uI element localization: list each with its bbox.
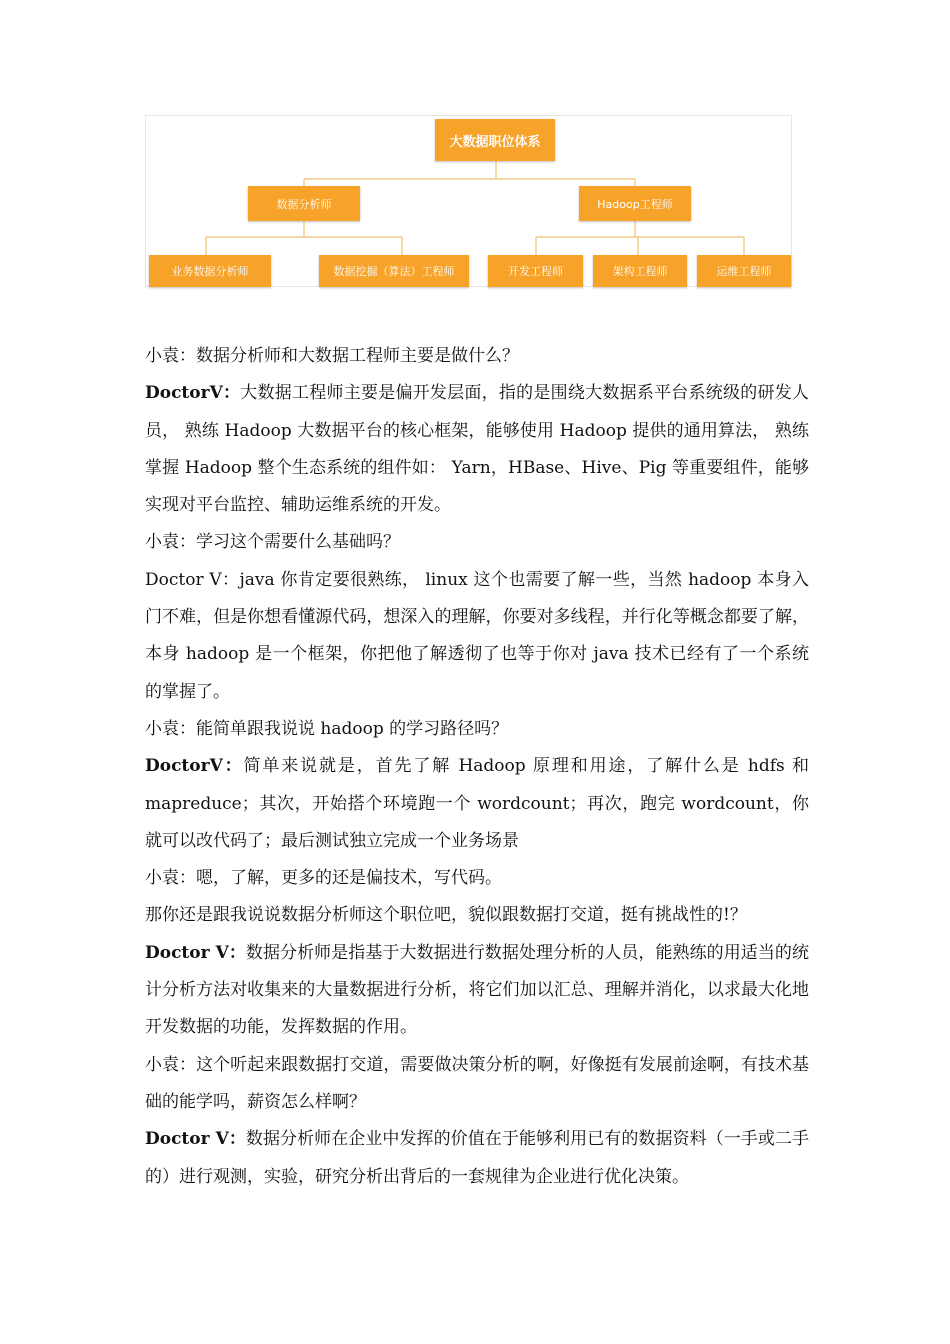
- dialog-text: 数据分析师和大数据工程师主要是做什么？: [196, 346, 519, 366]
- dialog-line: [145, 748, 809, 860]
- dialog-body: [145, 338, 809, 1196]
- dialog-text: 简单来说就是，首先了解 Hadoop 原理和用途，了解什么是 hdfs 和 mapreduce；其次，开始搭个环境跑一个 wordcount；再次，跑完 wordcount，你就可以改代码了；最后测试独立完成一个业务场景: [145, 756, 809, 851]
- speaker-label: Doctor V：: [145, 1129, 246, 1150]
- speaker-label: Doctor V：: [145, 569, 240, 590]
- dialog-text: 能简单跟我说说 hadoop 的学习路径吗？: [196, 718, 509, 739]
- dialog-text: 数据分析师是指基于大数据进行数据处理分析的人员，能熟练的用适当的统计分析方法对收集来的大量数据进行分析，将它们加以汇总、理解并消化，以求最大化地开发数据的功能，发挥数据的作用。: [145, 942, 809, 1038]
- job-hierarchy-chart: [145, 115, 792, 287]
- chart-node-ops-engineer: 运维工程师: [697, 255, 791, 287]
- dialog-text: 学习这个需要什么基础吗？: [196, 532, 400, 553]
- speaker-label: 小袁：: [145, 1054, 197, 1075]
- dialog-line: [145, 897, 809, 934]
- speaker-label: DoctorV：: [145, 756, 244, 777]
- dialog-line: [145, 1121, 809, 1196]
- dialog-line: [145, 562, 809, 711]
- speaker-label: Doctor V：: [145, 942, 246, 963]
- speaker-label: 小袁：: [145, 718, 196, 739]
- dialog-line: [145, 935, 809, 1047]
- chart-node-data-mining-engineer: 数据挖掘（算法）工程师: [319, 255, 469, 287]
- dialog-text: 大数据工程师主要是偏开发层面，指的是围绕大数据系平台系统级的研发人员， 熟练 Hadoop 大数据平台的核心框架，能够使用 Hadoop 提供的通用算法， 熟练掌握 Hadoop 整个生态系统的组件如： Yarn，HBase、Hive、Pig 等重要组件，能够实现对平台监控、辅助运维系统的开发。: [145, 383, 809, 516]
- dialog-line: [145, 338, 809, 375]
- chart-node-root: 大数据职位体系: [435, 119, 555, 161]
- speaker-label: 小袁：: [145, 532, 196, 553]
- dialog-text: java 你肯定要很熟练， linux 这个也需要了解一些，当然 hadoop 本身入门不难，但是你想看懂源代码，想深入的理解，你要对多线程，并行化等概念都要了解，本身 hadoop 是一个框架，你把他了解透彻了也等于你对 java 技术已经有了一个系统的掌握了。: [145, 569, 809, 702]
- chart-node-data-analyst: 数据分析师: [248, 186, 360, 221]
- dialog-text: 嗯，了解，更多的还是偏技术，写代码。: [196, 868, 502, 889]
- speaker-label: 小袁：: [145, 868, 196, 889]
- dialog-text: 这个听起来跟数据打交道，需要做决策分析的啊，好像挺有发展前途啊，有技术基础的能学吗，薪资怎么样啊？: [145, 1054, 810, 1112]
- dialog-line: [145, 1047, 809, 1122]
- dialog-line: [145, 860, 809, 897]
- chart-node-business-analyst: 业务数据分析师: [149, 255, 271, 287]
- chart-node-dev-engineer: 开发工程师: [488, 255, 583, 287]
- dialog-line: [145, 375, 809, 524]
- dialog-line: [145, 524, 809, 561]
- chart-node-hadoop-engineer: Hadoop工程师: [579, 186, 691, 221]
- dialog-line: [145, 711, 809, 748]
- speaker-label: 小袁：: [145, 346, 196, 366]
- speaker-label: DoctorV：: [145, 383, 241, 404]
- dialog-text: 那你还是跟我说说数据分析师这个职位吧，貌似跟数据打交道，挺有挑战性的!？: [145, 905, 747, 926]
- chart-node-architect-engineer: 架构工程师: [593, 255, 687, 287]
- dialog-text: 数据分析师在企业中发挥的价值在于能够利用已有的数据资料（一手或二手的）进行观测，实验，研究分析出背后的一套规律为企业进行优化决策。: [145, 1129, 809, 1187]
